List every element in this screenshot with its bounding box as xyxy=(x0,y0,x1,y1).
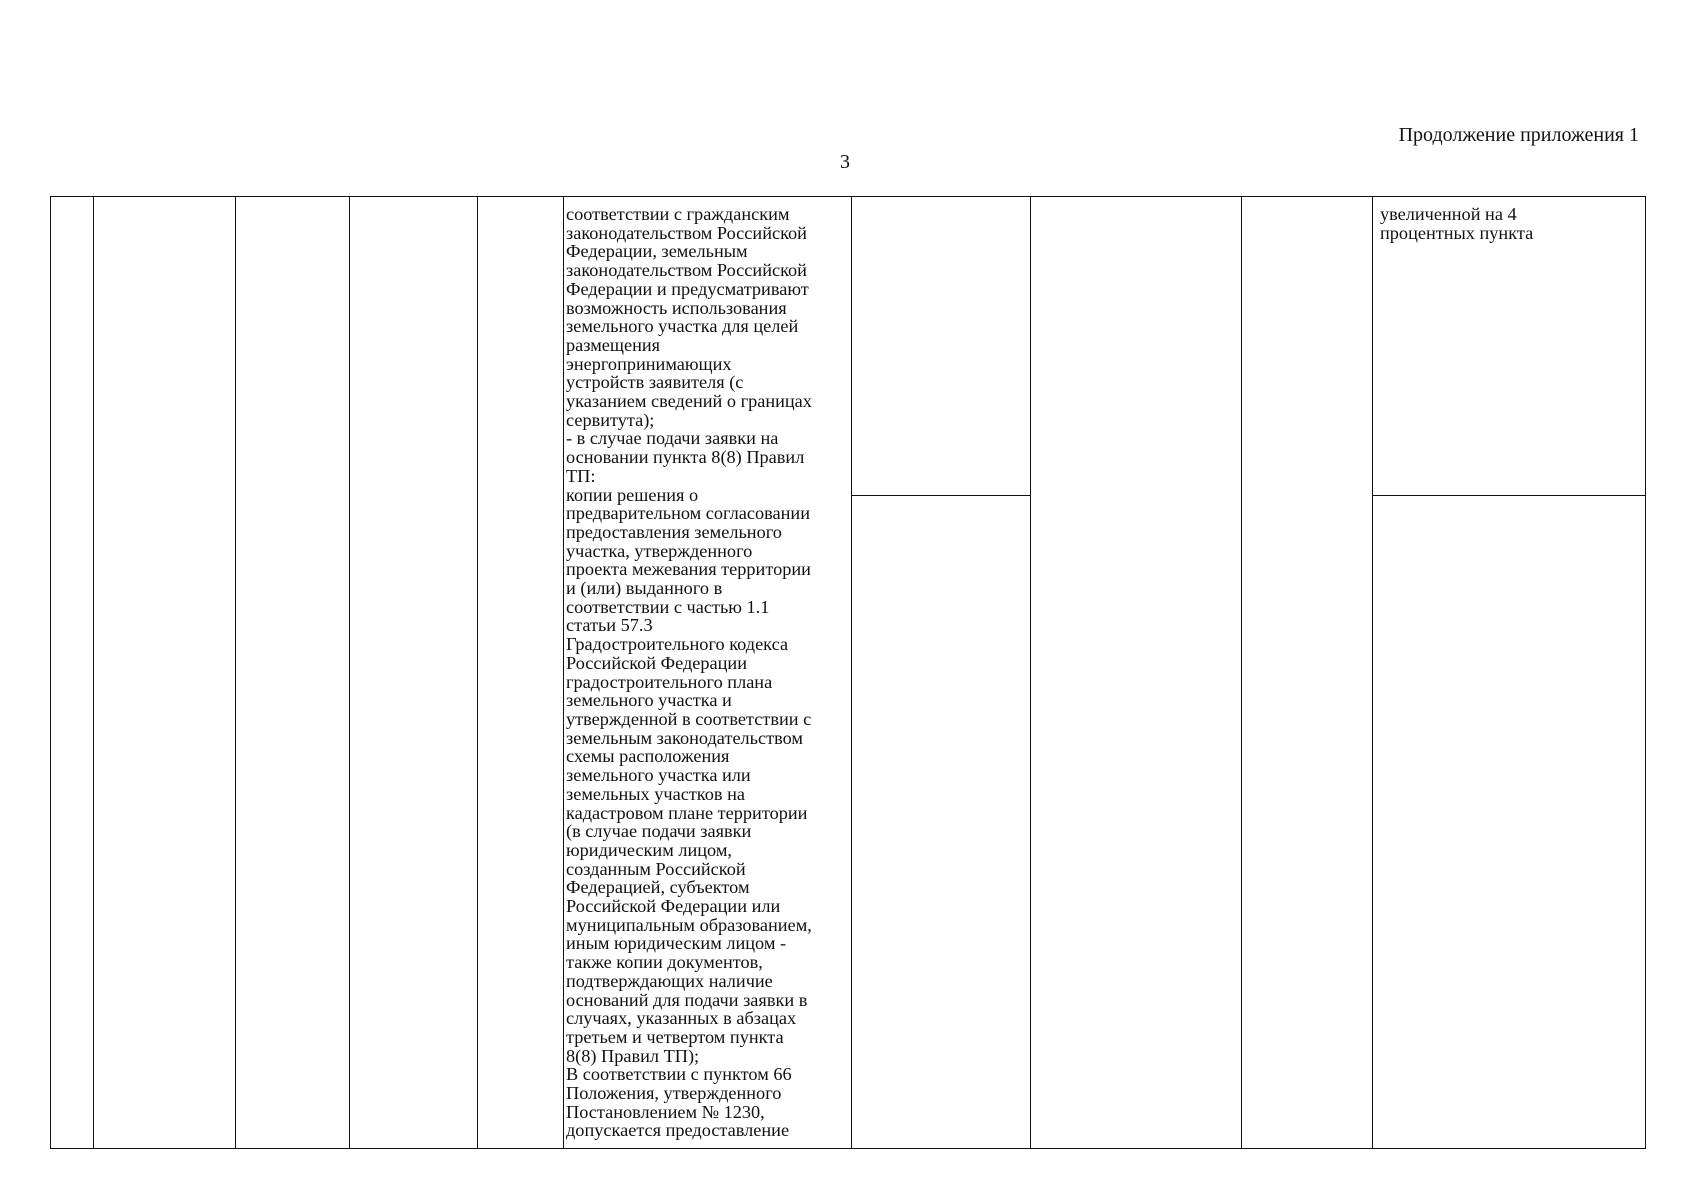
column-divider xyxy=(93,196,94,1149)
column-divider xyxy=(1241,196,1242,1149)
column-divider xyxy=(1372,196,1373,1149)
column-divider xyxy=(235,196,236,1149)
row-divider xyxy=(851,495,1031,496)
table-cell-column-5: соответствии с гражданским законодательством Российской Федерации, земельным законодательством Российской Федерации и предусматривают возможность использования земельного участка для целей размещения энергопринимающих устройств заявителя (с указанием сведений о границах сервитута); - в случае подачи заявки на основании пункта 8(8) Правил ТП: копии решения о предварительном согласовании предоставления земельного участка, утвержденного проекта межевания территории и (или) выданного в соответствии с частью 1.1 статьи 57.3 Градостроительного кодекса Российской Федерации градостроительного плана земельного участка и утвержденной в соответствии с земельным законодательством схемы расположения земельного участка или земельных участков на кадастровом плане территории (в случае подачи заявки юридическим лицом, созданным Российской Федерацией, субъектом Российской Федерации или муниципальным образованием, иным юридическим лицом - также копии документов, подтверждающих наличие оснований для подачи заявки в случаях, указанных в абзацах третьем и четвертом пункта 8(8) Правил ТП); В соответствии с пунктом 66 Положения, утвержденного Постановлением № 1230, допускается предоставление xyxy=(566,204,812,1141)
table-cell-column-10: увеличенной на 4 процентных пункта xyxy=(1380,204,1534,243)
column-divider xyxy=(349,196,350,1149)
column-divider xyxy=(1030,196,1031,1149)
column-divider xyxy=(477,196,478,1149)
page-number: 3 xyxy=(840,151,850,173)
column-divider xyxy=(563,196,564,1149)
continuation-label: Продолжение приложения 1 xyxy=(1398,124,1639,146)
row-divider xyxy=(1372,495,1646,496)
